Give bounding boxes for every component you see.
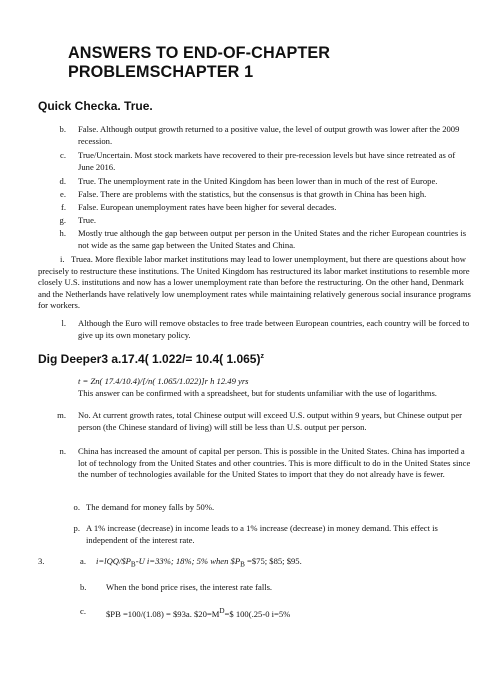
item-text: Truea. More flexible labor market institutions may lead to lower unemployment, but there are questions about how precisely to restructure these institutions. The United Kingdom has restructured its labor market institutions to resemble more closely U.S. institutions and now has a lower unemployment rate than before the restructuring. On the other hand, Denmark and the Netherlands have relatively low unemployment rates while maintaining relatively generous social insurance programs for workers. — [38, 254, 471, 311]
q3c-text-1: $PB =100/(1.08) = $93a. $20=M — [106, 608, 220, 619]
item-label: a. — [80, 556, 86, 566]
item-label: e. — [60, 189, 66, 199]
item-text: False. European unemployment rates have been higher for several decades. — [78, 202, 337, 212]
item-label: l. — [61, 318, 66, 328]
item-text: True. The unemployment rate in the United Kingdom has been lower than in much of the rest of Europe. — [78, 176, 438, 186]
item-text: False. Although output growth returned to a positive value, the level of output growth was lower after the 2009 recession. — [78, 124, 460, 146]
question-3-label: 3. — [38, 556, 45, 566]
formula-line — [78, 376, 478, 388]
q3a-sub-1: B — [130, 560, 136, 569]
page-title — [68, 44, 468, 82]
formula-note: This answer can be confirmed with a spreadsheet, but for students unfamiliar with the use of logarithms. — [78, 388, 437, 398]
list-item-i — [38, 254, 474, 312]
item-label: o. — [73, 502, 80, 512]
item-label: f. — [60, 202, 66, 212]
item-text — [96, 556, 302, 571]
item-label: h. — [59, 228, 66, 238]
item-text: Mostly true although the gap between output per person in the United States and the richer European countries is not wide as the same gap between the United States and China. — [78, 228, 467, 250]
item-text: False. There are problems with the statistics, but the consensus is that growth in China has been high. — [78, 189, 427, 199]
item-text: No. At current growth rates, total Chinese output will exceed U.S. output within 9 years, but Chinese output per person (the Chinese standard of living) will still be less than U.S. output per person. — [78, 410, 463, 432]
title-line-1: ANSWERS TO END-OF-CHAPTER — [68, 44, 331, 62]
item-text: True. — [78, 215, 97, 225]
item-text: True/Uncertain. Most stock markets have recovered to their pre-recession levels but have since retreated as of June 2016. — [78, 150, 456, 172]
title-line-2: PROBLEMSCHAPTER 1 — [68, 63, 254, 81]
item-text: When the bond price rises, the interest rate falls. — [106, 582, 273, 592]
item-label: m. — [57, 410, 66, 420]
item-text — [106, 606, 290, 620]
item-label: b. — [80, 582, 87, 592]
item-label: c. — [80, 606, 86, 616]
formula-text: t = Zn( 17.4/10.4)/[/n( 1.065/1.022)]r h 12.49 yrs — [78, 376, 249, 386]
item-label: c. — [60, 150, 66, 160]
quick-check-heading: Quick Checka. True. — [38, 99, 153, 113]
q3c-text-2: =$ 100(.25-0 i=5% — [224, 608, 291, 619]
q3a-text-3: =$75; $85; $95. — [244, 556, 302, 566]
item-text: A 1% increase (decrease) in income leads to a 1% increase (decrease) in money demand. This effect is independent of the interest rate. — [86, 523, 438, 545]
item-label: g. — [59, 215, 66, 225]
item-label: n. — [59, 446, 66, 456]
dig-deeper-heading — [38, 352, 264, 366]
q3a-sub-2: B — [240, 560, 245, 569]
q3c-sup: D — [219, 607, 225, 615]
dig-deeper-text: Dig Deeper3 a.17.4( 1.022/= 10.4( 1.065) — [38, 352, 261, 366]
item-label: i. — [60, 254, 65, 264]
item-text: China has increased the amount of capital per person. This is possible in the United States. China has imported a lot of technology from the United States and other countries. This is more difficult to do in the United States since the number of technologies available for the United States to import that they do not already have is fewer. — [78, 446, 471, 480]
item-label: p. — [73, 523, 80, 533]
dig-deeper-superscript: z — [260, 353, 264, 360]
q3a-text-1: i=lQQ/$P — [96, 556, 131, 566]
item-text: Although the Euro will remove obstacles to free trade between European countries, each country will be forced to give up its own monetary policy. — [78, 318, 470, 340]
item-label: b. — [59, 124, 66, 134]
item-label: d. — [59, 176, 66, 186]
q3a-text-2: -U i=33%; 18%; 5% when $P — [135, 556, 241, 566]
item-text: The demand for money falls by 50%. — [86, 502, 215, 512]
